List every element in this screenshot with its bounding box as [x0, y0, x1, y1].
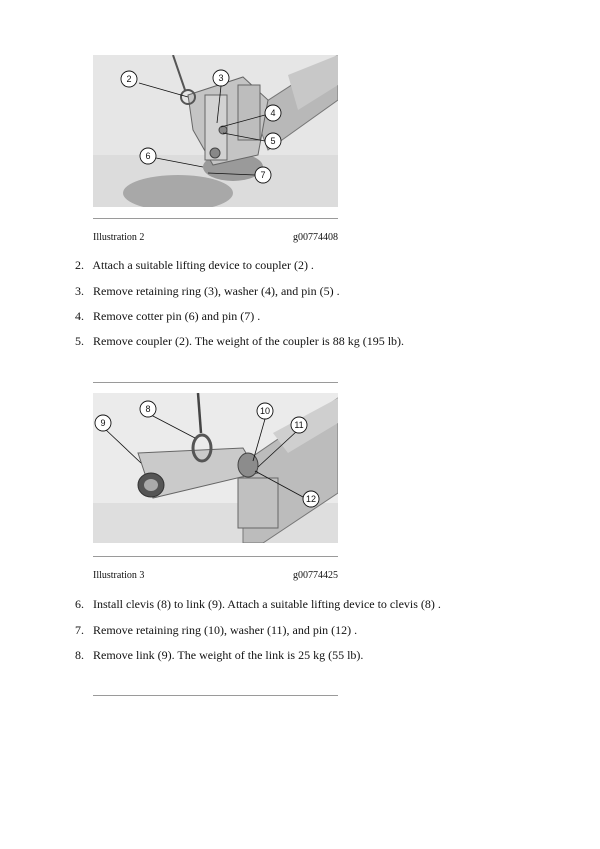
- step-number: 6.: [75, 597, 84, 611]
- callout-9: [95, 415, 141, 463]
- step-text: Attach a suitable lifting device to coupler (2) .: [92, 258, 314, 272]
- illustration-3-caption: [93, 570, 338, 581]
- callout-8: [140, 401, 195, 438]
- step-text: Remove retaining ring (3), washer (4), and pin (5) .: [93, 284, 340, 298]
- callout-11: [258, 417, 307, 467]
- step-4: [75, 309, 260, 324]
- callout-12: [255, 471, 319, 507]
- callout-2-label: 2: [126, 74, 132, 84]
- step-8: [75, 648, 363, 663]
- illustration-2-caption: [93, 232, 338, 243]
- step-number: 5.: [75, 334, 84, 348]
- step-3: [75, 284, 340, 299]
- callout-6-label: 6: [145, 151, 151, 161]
- callout-12-label: 12: [305, 494, 317, 504]
- illustration-3-callouts: [93, 393, 338, 543]
- callout-7: [208, 167, 271, 183]
- callout-4-label: 4: [270, 108, 276, 118]
- callout-7-label: 7: [260, 170, 266, 180]
- illustration-2-code: g00774408: [293, 232, 338, 243]
- step-6: [75, 597, 441, 612]
- callout-5: [223, 133, 281, 149]
- step-text: Remove cotter pin (6) and pin (7) .: [93, 309, 261, 323]
- callout-4: [221, 105, 281, 127]
- callout-2: [121, 71, 188, 97]
- step-number: 3.: [75, 284, 84, 298]
- callout-11-label: 11: [294, 420, 304, 430]
- step-text: Remove link (9). The weight of the link is 25 kg (55 lb).: [93, 648, 364, 662]
- step-number: 4.: [75, 309, 84, 323]
- callout-3: [213, 70, 229, 123]
- callout-9-label: 9: [100, 418, 106, 428]
- step-text: Install clevis (8) to link (9). Attach a suitable lifting device to clevis (8) .: [93, 597, 441, 611]
- illustration-3-caption-label: Illustration 3: [93, 570, 145, 581]
- callout-10: [253, 403, 273, 461]
- step-text: Remove retaining ring (10), washer (11), and pin (12) .: [93, 623, 358, 637]
- illustration-3-rule: [93, 556, 338, 557]
- illustration-2-rule: [93, 218, 338, 219]
- step-2: [75, 258, 314, 273]
- callout-10-label: 10: [259, 406, 271, 416]
- illustration-2-callouts: [93, 55, 338, 207]
- illustration-3-top-rule: [93, 382, 338, 383]
- step-number: 7.: [75, 623, 84, 637]
- step-5: [75, 334, 404, 349]
- step-number: 8.: [75, 648, 84, 662]
- illustration-2-caption-label: Illustration 2: [93, 232, 145, 243]
- illustration-3-code: g00774425: [293, 570, 338, 581]
- step-number: 2.: [75, 258, 84, 272]
- callout-6: [140, 148, 203, 167]
- step-text: Remove coupler (2). The weight of the coupler is 88 kg (195 lb).: [93, 334, 405, 348]
- callout-8-label: 8: [145, 404, 151, 414]
- step-7: [75, 623, 357, 638]
- callout-3-label: 3: [218, 73, 224, 83]
- bottom-rule: [93, 695, 338, 696]
- callout-5-label: 5: [270, 136, 276, 146]
